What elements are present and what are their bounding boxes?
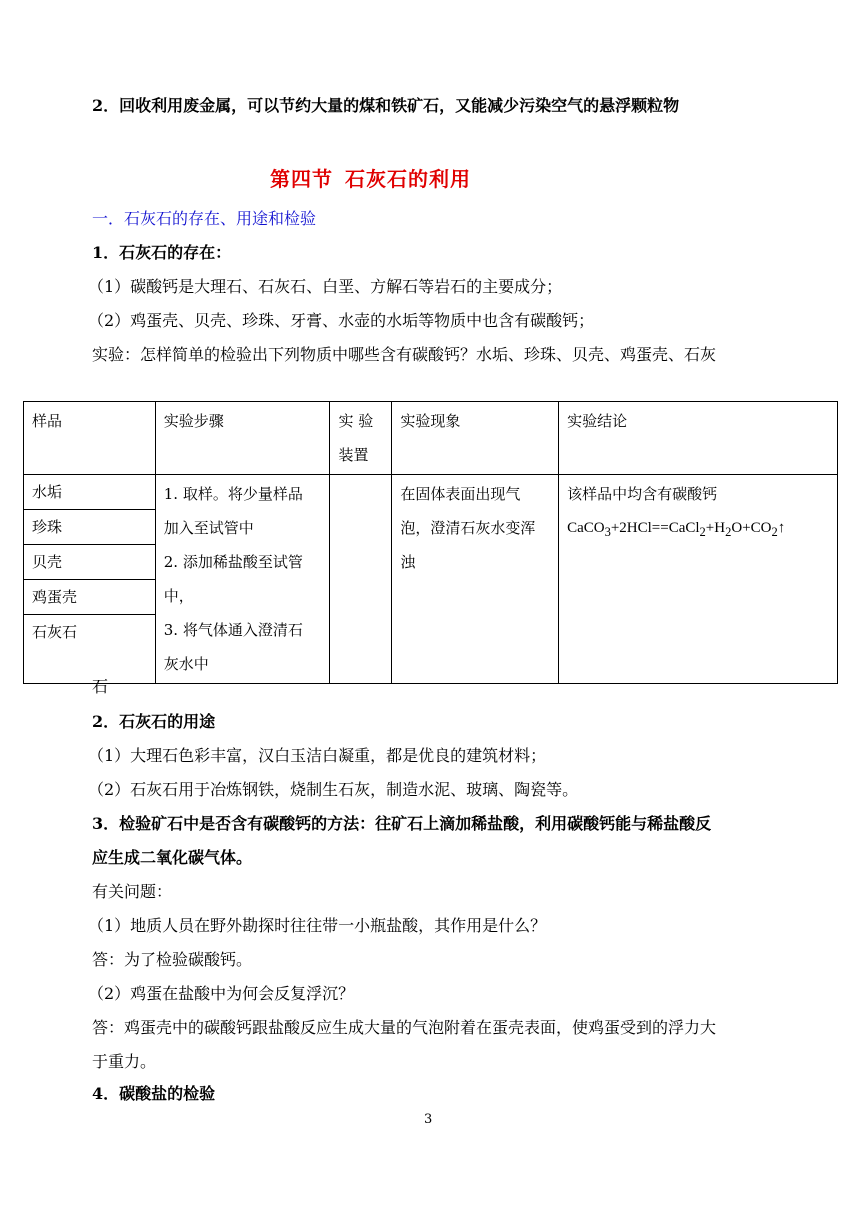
sample-item: 石灰石 [32, 623, 78, 641]
sample-item: 贝壳 [24, 545, 155, 580]
header-conclusion: 实验结论 [559, 402, 838, 475]
steps-cell: 1. 取样。将少量样品 加入至试管中 2. 添加稀盐酸至试管 中， 3. 将气体通入澄清石 灰水中 [155, 475, 330, 684]
table-body-row [24, 475, 838, 684]
answer-2-line1: 答：鸡蛋壳中的碳酸钙跟盐酸反应生成大量的气泡附着在蛋壳表面，使鸡蛋受到的浮力大 [92, 1018, 717, 1037]
item-heading-2: 2．石灰石的用途 [92, 712, 216, 731]
paragraph-3: 实验：怎样简单的检验出下列物质中哪些含有碳酸钙？水垢、珍珠、贝壳、鸡蛋壳、石灰 [92, 345, 717, 364]
phenomenon-cell: 在固体表面出现气 泡，澄清石灰水变浑 浊 [392, 475, 559, 684]
paragraph-1: （1）碳酸钙是大理石、石灰石、白垩、方解石等岩石的主要成分； [88, 277, 563, 296]
item-heading-1: 1．石灰石的存在： [92, 243, 232, 262]
questions-intro: 有关问题： [92, 882, 173, 901]
paragraph-3-continued: 石 [92, 677, 109, 696]
subsection-heading: 一．石灰石的存在、用途和检验 [92, 209, 317, 228]
paragraph-2: （2）鸡蛋壳、贝壳、珍珠、牙膏、水壶的水垢等物质中也含有碳酸钙； [88, 311, 595, 330]
experiment-table [23, 401, 838, 684]
sample-item: 水垢 [24, 475, 155, 510]
conclusion-cell [559, 475, 838, 684]
header-apparatus: 实 验 装置 [330, 402, 392, 475]
item-heading-3-line1: 3．检验矿石中是否含有碳酸钙的方法：往矿石上滴加稀盐酸，利用碳酸钙能与稀盐酸反 [92, 814, 712, 833]
item-heading-3-line2: 应生成二氧化碳气体。 [92, 848, 253, 867]
paragraph-4: （1）大理石色彩丰富，汉白玉洁白凝重，都是优良的建筑材料； [88, 746, 547, 765]
header-sample: 样品 [24, 402, 156, 475]
conclusion-text: 该样品中均含有碳酸钙 [567, 485, 718, 503]
header-steps: 实验步骤 [155, 402, 330, 475]
reaction-equation: $CaCO_3+2HCl==CaCl_2+H_2O+CO_2↑$ [567, 520, 786, 539]
sample-item: 鸡蛋壳 [24, 580, 155, 615]
answer-1: 答：为了检验碳酸钙。 [92, 950, 253, 969]
section-heading [270, 163, 471, 192]
item-heading-4: 4．碳酸盐的检验 [92, 1084, 216, 1103]
question-2: （2）鸡蛋在盐酸中为何会反复浮沉？ [88, 984, 355, 1003]
header-phenomenon: 实验现象 [392, 402, 559, 475]
recycle-line: 2．回收利用废金属，可以节约大量的煤和铁矿石，又能减少污染空气的悬浮颗粒物 [92, 96, 680, 115]
section-title: 石灰石的利用 [345, 167, 471, 191]
sample-list [24, 475, 156, 684]
answer-2-line2: 于重力。 [92, 1052, 157, 1071]
sample-item: 珍珠 [24, 510, 155, 545]
table-header-row [24, 402, 838, 475]
page-number: 3 [424, 1112, 433, 1127]
paragraph-5: （2）石灰石用于冶炼钢铁，烧制生石灰，制造水泥、玻璃、陶瓷等。 [88, 780, 579, 799]
question-1: （1）地质人员在野外勘探时往往带一小瓶盐酸，其作用是什么？ [88, 916, 547, 935]
apparatus-cell [330, 475, 392, 684]
section-number: 第四节 [270, 167, 333, 191]
